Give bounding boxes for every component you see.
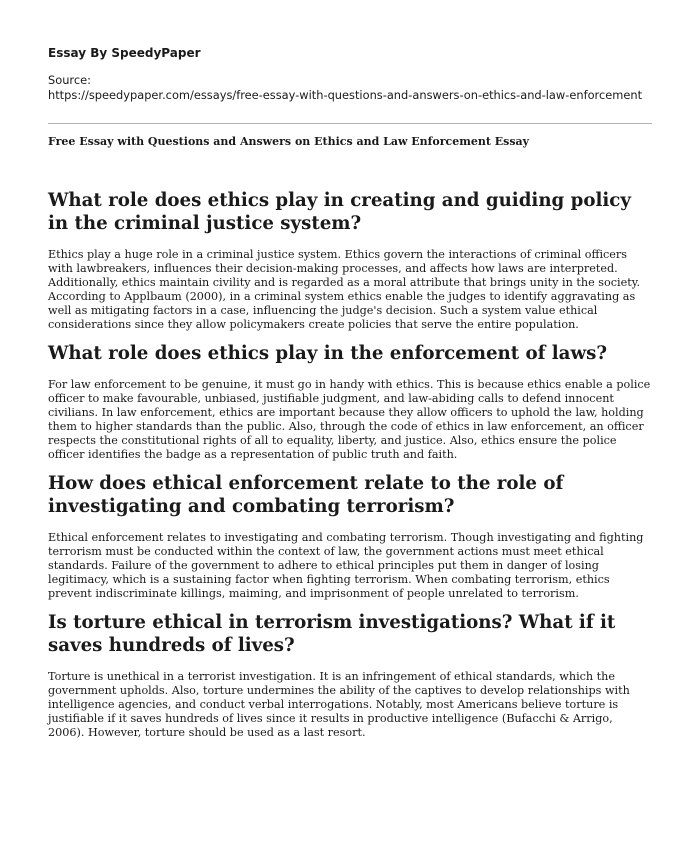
essay-section-2: [48, 342, 652, 462]
source-block: [48, 73, 652, 103]
site-title: Essay By SpeedyPaper: [48, 46, 201, 60]
section-body: Ethical enforcement relates to investigating and combating terrorism. Though investigating and fighting terrorism must be conducted within the context of law, the government actions must meet ethical standards. Failure of the government to adhere to ethical principles put them in danger of losing legitimacy, which is a sustaining factor when fighting terrorism. When combating terrorism, ethics prevent indiscriminate killings, maiming, and imprisonment of people unrelated to terrorism.: [48, 531, 644, 600]
source-url: https://speedypaper.com/essays/free-essay-with-questions-and-answers-on-ethics-and-law-enforcement: [48, 88, 643, 102]
section-heading: Is torture ethical in terrorism investigations? What if it saves hundreds of lives?: [48, 612, 616, 656]
source-label: Source:: [48, 73, 91, 87]
essay-content: [48, 189, 652, 740]
section-heading: How does ethical enforcement relate to the role of investigating and combating terrorism?: [48, 473, 564, 517]
document-header: [48, 46, 652, 103]
section-body: For law enforcement to be genuine, it must go in handy with ethics. This is because ethics enable a police officer to make favourable, unbiased, justifiable judgment, and law-abiding calls to defend innocent civilians. In law enforcement, ethics are important because they allow officers to uphold the law, holding them to higher standards than the public. Also, through the code of ethics in law enforcement, an officer respects the constitutional rights of all to equality, liberty, and justice. Also, ethics ensure the police officer identifies the badge as a representation of public truth and faith.: [48, 378, 651, 461]
essay-section-3: [48, 472, 652, 601]
essay-title: Free Essay with Questions and Answers on Ethics and Law Enforcement Essay: [48, 135, 530, 148]
section-body: Ethics play a huge role in a criminal justice system. Ethics govern the interactions of criminal officers with lawbreakers, influences their decision-making processes, and affects how laws are interpreted. Additionally, ethics maintain civility and is regarded as a moral attribute that brings unity in the society. According to Applbaum (2000), in a criminal system ethics enable the judges to identify aggravating as well as mitigating factors in a case, influencing the judge's decision. Such a system value ethical considerations since they allow policymakers create policies that serve the entire population.: [48, 248, 641, 331]
section-body: Torture is unethical in a terrorist investigation. It is an infringement of ethical standards, which the government upholds. Also, torture undermines the ability of the captives to develop relationships with intelligence agencies, and conduct verbal interrogations. Notably, most Americans believe torture is justifiable if it saves hundreds of lives since it results in productive intelligence (Bufacchi & Arrigo, 2006). However, torture should be used as a last resort.: [48, 670, 630, 739]
section-heading: What role does ethics play in the enforcement of laws?: [48, 343, 608, 364]
essay-section-1: [48, 189, 652, 332]
essay-section-4: [48, 611, 652, 740]
header-divider: [48, 123, 652, 124]
section-heading: What role does ethics play in creating and guiding policy in the criminal justice system?: [48, 190, 631, 234]
